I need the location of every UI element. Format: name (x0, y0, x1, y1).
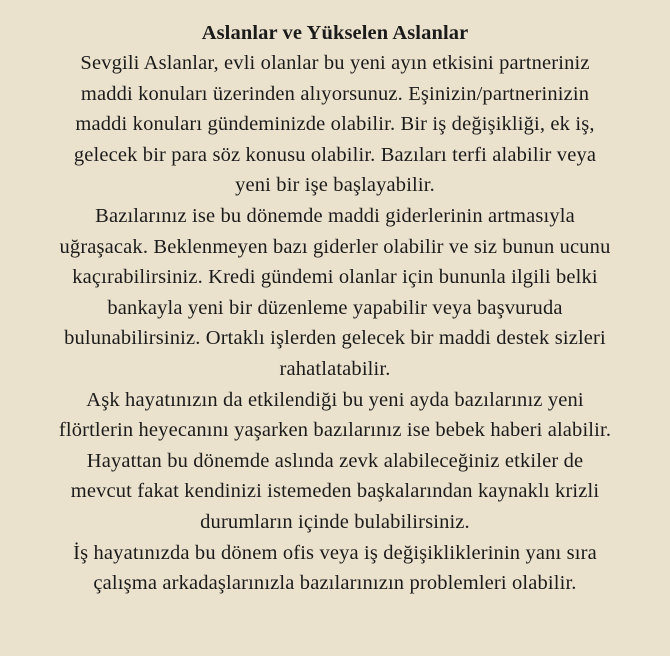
text-line: Sevgili Aslanlar, evli olanlar bu yeni ayın etkisini partneriniz (80, 52, 590, 74)
text-line: Bazılarınız ise bu dönemde maddi giderlerinin artmasıyla (95, 204, 575, 227)
text-line: Aşk hayatınızın da etkilendiği bu yeni ayda bazılarınız yeni (86, 388, 584, 411)
text-line: uğraşacak. Beklenmeyen bazı giderler olabilir ve siz bunun ucunu (59, 235, 611, 258)
text-line: durumların içinde bulabilirsiniz. (200, 510, 470, 533)
text-line: bulunabilirsiniz. Ortaklı işlerden gelecek bir maddi destek sizleri (64, 327, 606, 350)
text-line: gelecek bir para söz konusu olabilir. Bazıları terfi alabilir veya (73, 143, 597, 166)
paragraph-intro (14, 48, 656, 201)
text-line: bankayla yeni bir düzenleme yapabilir veya başvuruda (107, 296, 563, 319)
paragraph-love (14, 385, 656, 446)
page-title: Aslanlar ve Yükselen Aslanlar (201, 22, 469, 44)
text-line: çalışma arkadaşlarınızla bazılarınızın problemleri olabilir. (93, 572, 577, 595)
text-line: mevcut fakat kendinizi istemeden başkalarından kaynaklı krizli (70, 480, 600, 503)
text-line: İş hayatınızda bu dönem ofis veya iş değişikliklerinin yanı sıra (73, 541, 597, 564)
text-line: kaçırabilirsiniz. Kredi gündemi olanlar için bununla ilgili belki (72, 266, 598, 289)
text-line: flörtlerin heyecanını yaşarken bazılarınız ise bebek haberi alabilir. (58, 419, 612, 442)
paragraph-work (14, 538, 656, 599)
paragraph-finances (14, 201, 656, 385)
text-line: Hayattan bu dönemde aslında zevk alabileceğiniz etkiler de (86, 449, 584, 472)
text-line: yeni bir işe başlayabilir. (235, 174, 435, 197)
paragraph-life (14, 446, 656, 538)
text-line: rahatlatabilir. (279, 357, 391, 380)
text-line: maddi konuları gündeminizde olabilir. Bir iş değişikliği, ek iş, (75, 113, 595, 136)
text-line: maddi konuları üzerinden alıyorsunuz. Eşinizin/partnerinizin (80, 82, 590, 105)
